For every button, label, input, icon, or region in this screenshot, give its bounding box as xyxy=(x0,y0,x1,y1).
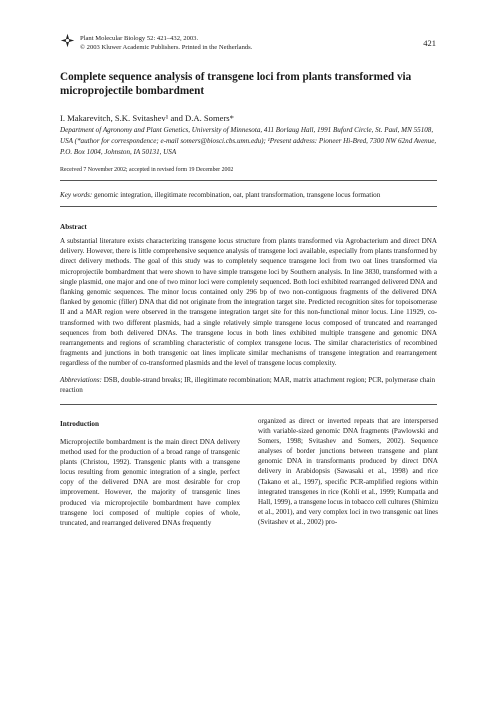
keywords-label: Key words: xyxy=(60,191,93,199)
abstract-body: A substantial literature exists characterizing transgene locus structure from plants transformed via Agrobacterium and direct DNA delivery. However, there is little comprehensive sequence analysis of transgene loci available, especially from plants transformed by direct delivery methods. The goal of this study was to completely sequence transgene loci from two oat lines transformed via microprojectile bombardment that were shown to have simple transgene loci by Southern analysis. In line 3830, transformed with a single plasmid, one major and one of two minor loci were completely sequenced. Both loci exhibited rearranged delivered DNA and flanking genomic sequences. The minor locus contained only 296 bp of two non-contiguous fragments of the delivered DNA flanked by genomic (filler) DNA that did not originate from the integration target site. Predicted recognition sites for topoisomerase II and a MAR region were observed in the transgene integration target site for this non-functional minor locus. Line 11929, co-transformed with two different plasmids, had a single relatively simple transgene locus composed of truncated and rearranged sequences from both delivered DNAs. The transgene locus in both lines exhibited multiple transgene and genomic DNA rearrangements and regions of scrambling characteristic of complex transgene locus. The similar characteristics of recombined fragments and junctions in both transgenic oat lines implicate similar mechanisms of transgene integration and rearrangement regardless of the number of co-transformed plasmids and the level of transgene locus complexity. xyxy=(60,237,437,368)
abbreviations-label: Abbreviations: xyxy=(60,376,102,384)
affiliation: Department of Agronomy and Plant Genetics, University of Minnesota, 411 Borlaug Hall, 1991 Buford Circle, St. Paul, MN 55108, USA (*author for correspondence; e-mail somers@biosci.cbs.umn.edu); ¹Present address: Pioneer Hi-Bred, 7300 NW 62nd Avenue, P.O. Box 1004, Johnston, IA 50131, USA xyxy=(60,126,437,156)
introduction-heading: Introduction xyxy=(60,420,100,428)
divider-top xyxy=(60,180,437,181)
divider-abbreviations xyxy=(60,404,437,405)
introduction-left-column: Microprojectile bombardment is the main direct DNA delivery method used for the production of a broad range of transgenic plants (Christou, 1992). Transgenic plants with a transgene locus resulting from genomic integration of a single, perfect copy of the delivered DNA are most desirable for crop improvement. However, the majority of transgenic lines produced via microprojectile bombardment have complex transgene loci composed of multiple copies of whole, truncated, and rearranged delivered DNAs frequently xyxy=(60,438,240,527)
authors: I. Makarevitch, S.K. Svitashev¹ and D.A. Somers* xyxy=(60,113,234,123)
received-date: Received 7 November 2002; accepted in revised form 19 December 2002 xyxy=(60,167,234,173)
publisher-logo-icon xyxy=(60,33,75,48)
keywords xyxy=(60,191,380,199)
journal-line-2: © 2003 Kluwer Academic Publishers. Printed in the Netherlands. xyxy=(80,44,253,51)
paper-title: Complete sequence analysis of transgene loci from plants transformed via microprojectile bombardment xyxy=(60,71,412,97)
abbreviations-text: DSB, double-strand breaks; IR, illegitimate recombination; MAR, matrix attachment region; PCR, polymerase chain reaction xyxy=(60,376,436,395)
abbreviations xyxy=(60,375,437,395)
page-number: 421 xyxy=(423,38,436,48)
abstract-heading: Abstract xyxy=(60,223,87,231)
journal-citation xyxy=(80,34,252,52)
keywords-text: genomic integration, illegitimate recombination, oat, plant transformation, transgene locus formation xyxy=(94,191,381,199)
journal-line-1: Plant Molecular Biology 52: 421–432, 2003. xyxy=(80,35,199,42)
introduction-right-column: organized as direct or inverted repeats that are interspersed with variable-sized genomic DNA fragments (Pawlowski and Somers, 1998; Svitashev and Somers, 2002). Sequence analyses of border junctions between transgene and plant genomic DNA in transformants produced by direct DNA delivery in Arabidopsis (Sawasaki et al., 1998) and rice (Takano et al., 1997), specific PCR-amplified regions within integrated transgenes in rice (Kohli et al., 1999; Kumpatla and Hall, 1999), a transgene locus in tobacco cell cultures (Shimizu et al., 2001), and very complex loci in two transgenic oat lines (Svitashev et al., 2002) pro- xyxy=(258,417,438,526)
divider-keywords xyxy=(60,206,437,207)
